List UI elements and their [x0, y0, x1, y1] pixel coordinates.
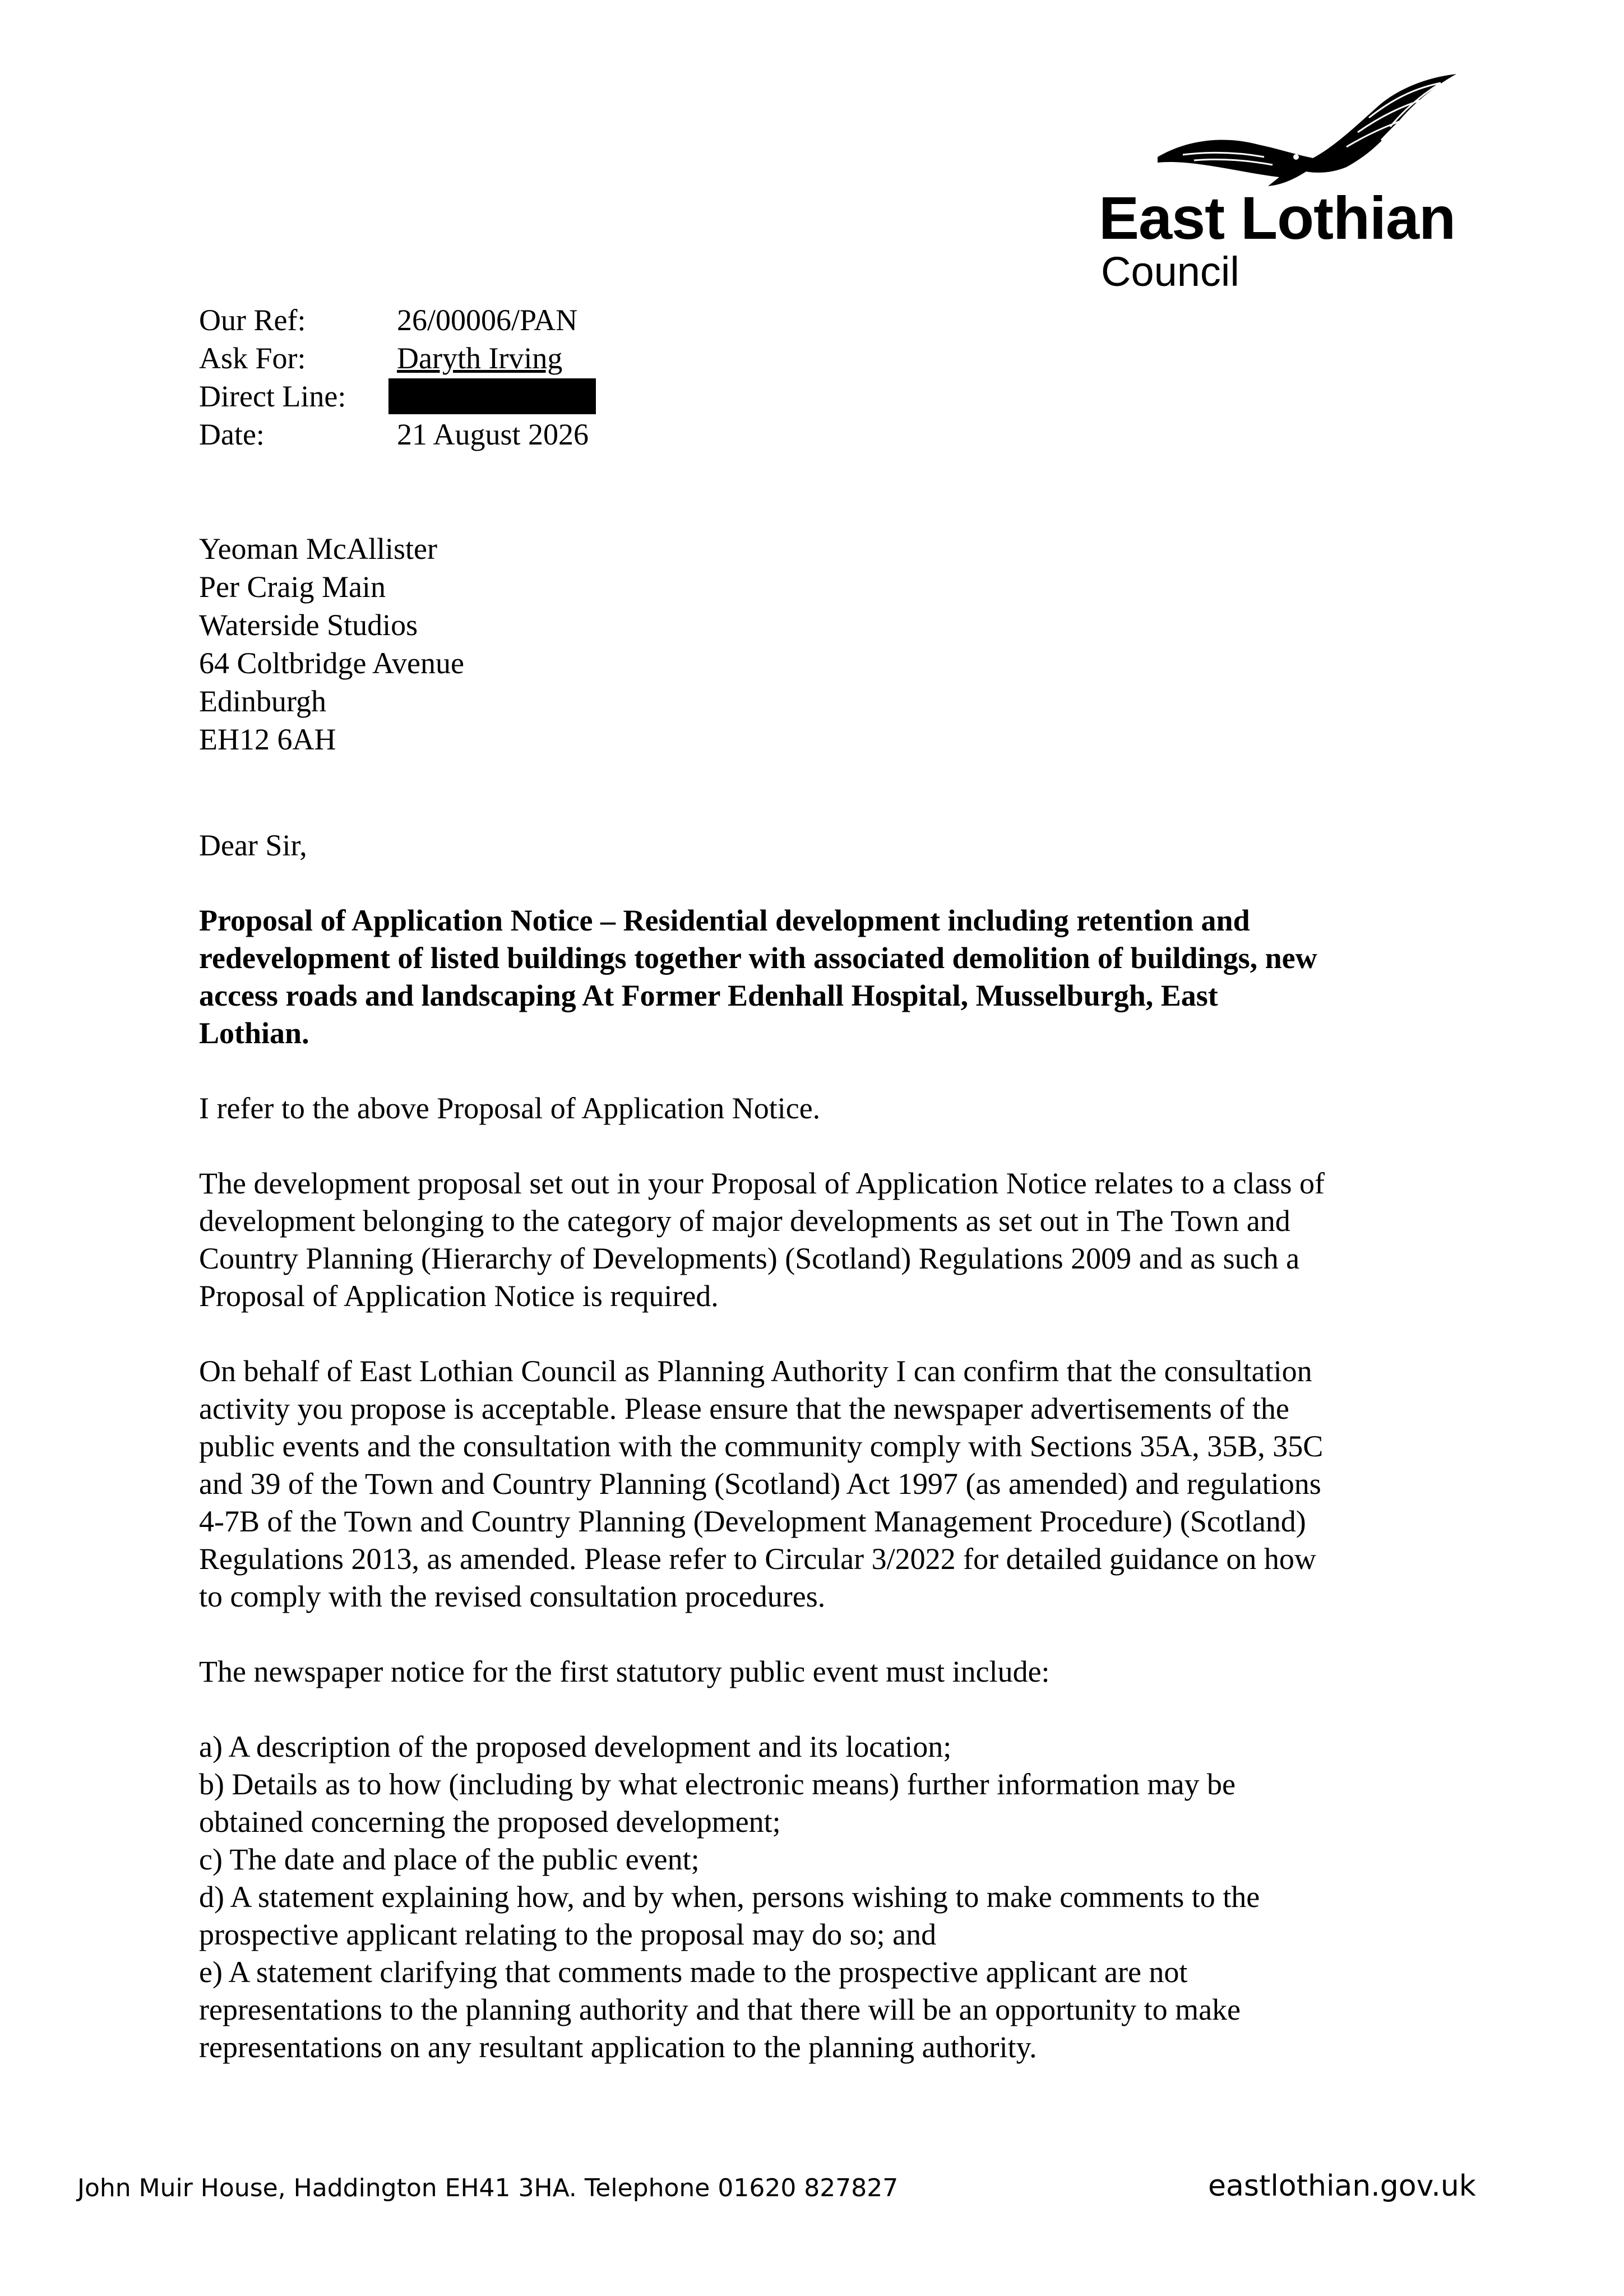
paragraph-line: On behalf of East Lothian Council as Planning Authority I can confirm that the consultation [199, 1354, 1312, 1388]
ref-value: Daryth Irving [397, 341, 563, 375]
subject-line: redevelopment of listed buildings together with associated demolition of buildings, new [199, 941, 1317, 975]
list-item: representations on any resultant application to the planning authority. [199, 2030, 1037, 2064]
salutation: Dear Sir, [199, 828, 307, 862]
paragraph-newspaper-notice: The newspaper notice for the first statutory public event must include: [199, 1655, 1050, 1688]
address-line: EH12 6AH [199, 723, 336, 756]
address-line: Edinburgh [199, 684, 326, 718]
address-line: Waterside Studios [199, 608, 418, 642]
ref-label: Ask For: [199, 341, 306, 375]
list-item: a) A description of the proposed development and its location; [199, 1730, 952, 1763]
logo-name: East Lothian [1099, 184, 1456, 252]
paragraph-line: development belonging to the category of major developments as set out in The Town and [199, 1204, 1290, 1238]
requirements-list [199, 1728, 1488, 2066]
subject-heading [199, 902, 1488, 1052]
paragraph-line: activity you propose is acceptable. Please ensure that the newspaper advertisements of the [199, 1392, 1289, 1425]
address-line: 64 Coltbridge Avenue [199, 646, 464, 680]
list-item: d) A statement explaining how, and by when, persons wishing to make comments to the [199, 1880, 1260, 1914]
ref-row-ask-for [199, 339, 596, 377]
logo-subtitle: Council [1101, 248, 1239, 295]
footer-website[interactable]: eastlothian.gov.uk [1208, 2169, 1476, 2203]
ref-label: Our Ref: [199, 303, 306, 337]
paragraph-line: to comply with the revised consultation procedures. [199, 1580, 826, 1613]
subject-line: Proposal of Application Notice – Residential development including retention and [199, 904, 1250, 937]
address-line: Per Craig Main [199, 570, 386, 604]
ref-row-our-ref [199, 301, 596, 339]
paragraph-line: Regulations 2013, as amended. Please refer to Circular 3/2022 for detailed guidance on how [199, 1542, 1316, 1576]
paragraph-line: Proposal of Application Notice is required. [199, 1279, 719, 1313]
eagle-icon [1149, 73, 1463, 196]
paragraph-line: 4-7B of the Town and Country Planning (Development Management Procedure) (Scotland) [199, 1505, 1306, 1538]
footer-address: John Muir House, Haddington EH41 3HA. Telephone 01620 827827 [77, 2174, 899, 2202]
reference-block [199, 301, 596, 453]
ref-label: Date: [199, 418, 265, 451]
ref-row-date [199, 415, 596, 453]
paragraph-line: and 39 of the Town and Country Planning (Scotland) Act 1997 (as amended) and regulations [199, 1467, 1321, 1501]
paragraph-consultation [199, 1353, 1488, 1615]
list-item: obtained concerning the proposed development; [199, 1805, 781, 1839]
ref-label: Direct Line: [199, 379, 346, 413]
paragraph-line: Country Planning (Hierarchy of Developments) (Scotland) Regulations 2009 and as such a [199, 1242, 1300, 1275]
list-item: c) The date and place of the public event; [199, 1843, 700, 1876]
address-line: Yeoman McAllister [199, 532, 437, 566]
letter-body [199, 827, 1488, 2104]
paragraph-line: public events and the consultation with the community comply with Sections 35A, 35B, 35C [199, 1429, 1324, 1463]
ref-value: 21 August 2026 [397, 418, 589, 451]
subject-line: access roads and landscaping At Former Edenhall Hospital, Musselburgh, East [199, 979, 1218, 1012]
list-item: e) A statement clarifying that comments made to the prospective applicant are not [199, 1955, 1188, 1989]
list-item: representations to the planning authority and that there will be an opportunity to make [199, 1993, 1241, 2026]
subject-line: Lothian. [199, 1016, 309, 1050]
redaction-box [388, 378, 596, 414]
paragraph-development [199, 1165, 1488, 1315]
ref-row-direct-line [199, 377, 596, 415]
ref-value: 26/00006/PAN [397, 303, 578, 337]
list-item: b) Details as to how (including by what electronic means) further information may be [199, 1767, 1236, 1801]
paragraph-intro: I refer to the above Proposal of Application Notice. [199, 1091, 821, 1125]
paragraph-line: The development proposal set out in your Proposal of Application Notice relates to a class of [199, 1166, 1325, 1200]
recipient-address [199, 530, 464, 758]
council-logo [1099, 73, 1525, 297]
list-item: prospective applicant relating to the proposal may do so; and [199, 1918, 937, 1951]
